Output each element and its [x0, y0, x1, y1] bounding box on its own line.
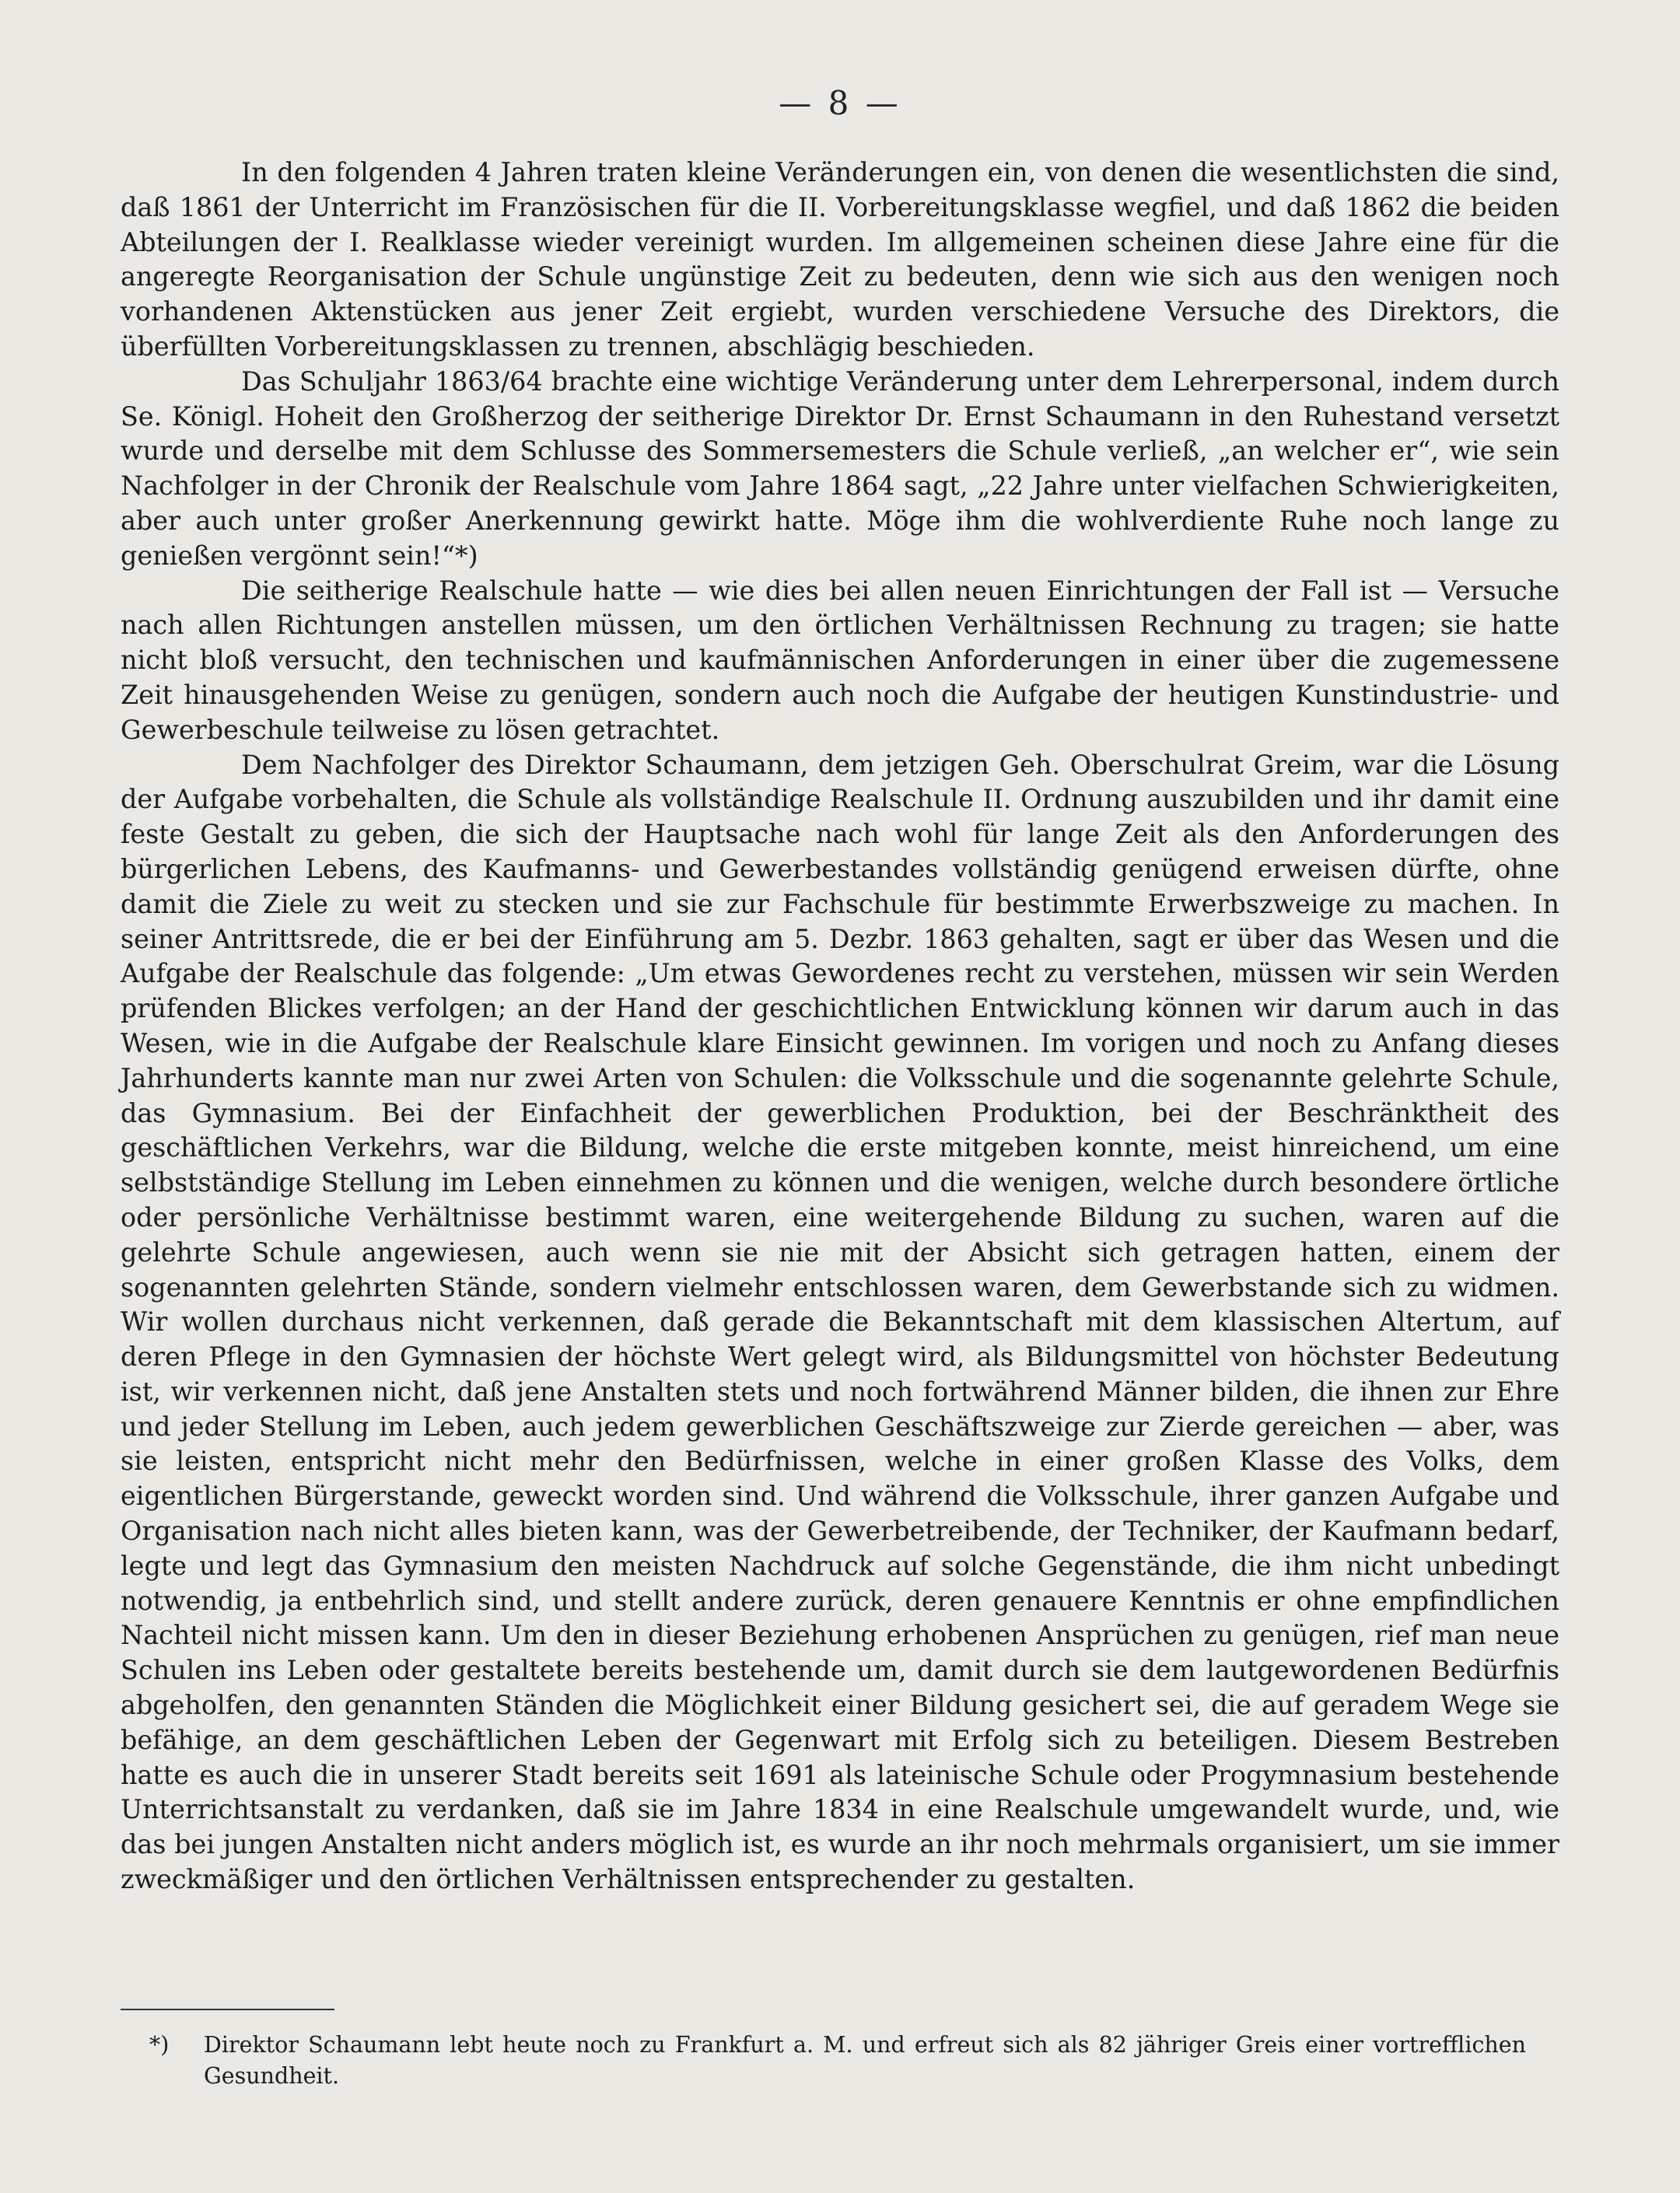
- body-text: [121, 156, 1559, 1897]
- paragraph-1: In den folgenden 4 Jahren traten kleine Veränderungen ein, von denen die wesentlichsten die sind, daß 1861 der Unterricht im Französischen für die II. Vorbereitungsklasse wegfiel, und daß 1862 die beiden Abteilungen der I. Realklasse wieder vereinigt wurden. Im allgemeinen scheinen diese Jahre eine für die angeregte Reorganisation der Schule ungünstige Zeit zu bedeuten, denn wie sich aus den wenigen noch vorhandenen Aktenstücken aus jener Zeit ergiebt, wurden verschiedene Versuche des Direktors, die überfüllten Vorbereitungsklassen zu trennen, abschlägig beschieden.: [121, 157, 1559, 362]
- footnote-text: Direktor Schaumann lebt heute noch zu Frankfurt a. M. und erfreut sich als 82 jähriger Greis einer vortrefflichen Gesundheit.: [204, 2032, 1526, 2089]
- paragraph-4: Dem Nachfolger des Direktor Schaumann, dem jetzigen Geh. Oberschulrat Greim, war die Lösung der Aufgabe vorbehalten, die Schule als vollständige Realschule II. Ordnung auszubilden und ihr damit eine feste Gestalt zu geben, die sich der Hauptsache nach wohl für lange Zeit als den Anforderungen des bürgerlichen Lebens, des Kaufmanns- und Gewerbestandes vollständig genügend erweisen dürfte, ohne damit die Ziele zu weit zu stecken und sie zur Fachschule für bestimmte Erwerbszweige zu machen. In seiner Antrittsrede, die er bei der Einführung am 5. Dezbr. 1863 gehalten, sagt er über das Wesen und die Aufgabe der Realschule das folgende: „Um etwas Gewordenes recht zu verstehen, müssen wir sein Werden prüfenden Blickes verfolgen; an der Hand der geschichtlichen Entwicklung können wir darum auch in das Wesen, wie in die Aufgabe der Realschule klare Einsicht gewinnen. Im vorigen und noch zu Anfang dieses Jahrhunderts kannte man nur zwei Arten von Schulen: die Volksschule und die sogenannte gelehrte Schule, das Gymnasium. Bei der Einfachheit der gewerblichen Produktion, bei der Beschränktheit des geschäftlichen Verkehrs, war die Bildung, welche die erste mitgeben konnte, meist hinreichend, um eine selbstständige Stellung im Leben einnehmen zu können und die wenigen, welche durch besondere örtliche oder persönliche Verhältnisse bestimmt waren, eine weitergehende Bildung zu suchen, waren auf die gelehrte Schule angewiesen, auch wenn sie nie mit der Absicht sich getragen hatten, einem der sogenannten gelehrten Stände, sondern vielmehr entschlossen waren, dem Gewerbstande sich zu widmen. Wir wollen durchaus nicht verkennen, daß gerade die Bekanntschaft mit dem klassischen Altertum, auf deren Pflege in den Gymnasien der höchste Wert gelegt wird, als Bildungsmittel von höchster Bedeutung ist, wir verkennen nicht, daß jene Anstalten stets und noch fortwährend Männer bilden, die ihnen zur Ehre und jeder Stellung im Leben, auch jedem gewerblichen Geschäftszweige zur Zierde gereichen — aber, was sie leisten, entspricht nicht mehr den Bedürfnissen, welche in einer großen Klasse des Volks, dem eigentlichen Bürgerstande, geweckt worden sind. Und während die Volksschule, ihrer ganzen Aufgabe und Organisation nach nicht alles bieten kann, was der Gewerbetreibende, der Techniker, der Kaufmann bedarf, legte und legt das Gymnasium den meisten Nachdruck auf solche Gegenstände, die ihm nicht unbedingt notwendig, ja entbehrlich sind, und stellt andere zurück, deren genauere Kenntnis er ohne empfindlichen Nachteil nicht missen kann. Um den in dieser Beziehung erhobenen Ansprüchen zu genügen, rief man neue Schulen ins Leben oder gestaltete bereits bestehende um, damit durch sie dem lautgewordenen Bedürfnis abgeholfen, den genannten Ständen die Möglichkeit einer Bildung gesichert sei, die auf geradem Wege sie befähige, an dem geschäftlichen Leben der Gegenwart mit Erfolg sich zu beteiligen. Diesem Bestreben hatte es auch die in unserer Stadt bereits seit 1691 als lateinische Schule oder Progymnasium bestehende Unterrichtsanstalt zu verdanken, daß sie im Jahre 1834 in eine Realschule umgewandelt wurde, und, wie das bei jungen Anstalten nicht anders möglich ist, es wurde an ihr noch mehrmals organisiert, um sie immer zweckmäßiger und den örtlichen Verhältnissen entsprechender zu gestalten.: [121, 749, 1559, 1895]
- footnote-divider: [121, 2009, 334, 2010]
- page-number: — 8 —: [779, 84, 901, 122]
- footnote: [149, 2030, 1526, 2092]
- footnote-marker: *): [149, 2032, 170, 2058]
- paragraph-3: Die seitherige Realschule hatte — wie dies bei allen neuen Einrichtungen der Fall ist — Versuche nach allen Richtungen anstellen müssen, um den örtlichen Verhältnissen Rechnung zu tragen; sie hatte nicht bloß versucht, den technischen und kaufmännischen Anforderungen in einer über die zugemessene Zeit hinausgehenden Weise zu genügen, sondern auch noch die Aufgabe der heutigen Kunstindustrie- und Gewerbeschule teilweise zu lösen getrachtet.: [121, 575, 1559, 745]
- paragraph-2: Das Schuljahr 1863/64 brachte eine wichtige Veränderung unter dem Lehrerpersonal, indem durch Se. Königl. Hoheit den Großherzog der seitherige Direktor Dr. Ernst Schaumann in den Ruhestand versetzt wurde und derselbe mit dem Schlusse des Sommersemesters die Schule verließ, „an welcher er“, wie sein Nachfolger in der Chronik der Realschule vom Jahre 1864 sagt, „22 Jahre unter vielfachen Schwierigkeiten, aber auch unter großer Anerkennung gewirkt hatte. Möge ihm die wohlverdiente Ruhe noch lange zu genießen vergönnt sein!“*): [121, 366, 1559, 571]
